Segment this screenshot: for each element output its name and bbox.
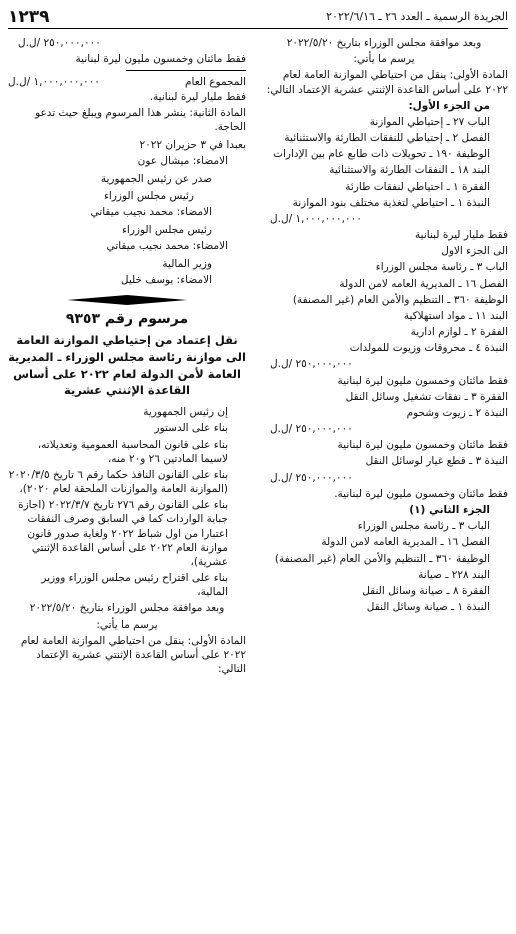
text-line: بناء على الدستور [154,422,228,435]
amount: ٢٥٠,٠٠٠,٠٠٠ /ل.ل [270,423,353,436]
text-line: الوظيفة ٣٦٠ ـ التنظيم والأمن العام (غير المصنفة) [292,293,508,306]
text-line: بناء على القانون النافذ حكما رقم ٦ تاريخ ٢٠٢٠/٣/٥ (الموازنة العامة والموازنات الملحقة لعام ٢٠٢٠)، [8,468,228,496]
total-words: فقط مليار ليرة لبنانية. [149,90,246,103]
section-separator-icon [67,294,187,306]
divider [126,70,246,71]
text-line: البند ٢٢٨ ـ صيانة [418,568,490,581]
text-line: فقط مائتان وخمسون مليون ليرة لبنانية [337,374,508,387]
section-heading: الجزء الثاني (١) [409,503,490,516]
signature: الامضاء: محمد نجيب ميقاتي [90,205,212,218]
text-line: النبذة ١ ـ احتياطي لتغذية مختلف بنود الموازنة [292,196,490,209]
amount: ١,٠٠٠,٠٠٠,٠٠٠ /ل.ل [270,212,362,225]
text-line: النبذة ٤ ـ محروقات وزيوت للمولدات [349,342,508,355]
text-line: فقط مائتان وخمسون مليون ليرة لبنانية. [334,487,508,500]
signature: رئيس مجلس الوزراء [103,189,194,202]
text-line: الفصل ١٦ ـ المديرية العامه لامن الدولة [339,277,508,290]
text-line: النبذة ١ ـ صيانة وسائل النقل [366,601,490,614]
text-line: البند ١٨ ـ النفقات الطارئة والاستثنائية [329,164,490,177]
text-line: الفصل ٢ ـ إحتياطي للنفقات الطارئة والاستثنائية [284,132,490,145]
text-line: الباب ٣ ـ رئاسة مجلس الوزراء [375,261,508,274]
text-line: الباب ٣ ـ رئاسة مجلس الوزراء [357,520,490,533]
text-line: الفقرة ٨ ـ صيانة وسائل النقل [362,584,490,597]
text-line: المادة الأولى: ينقل من احتياطي الموازنة العامة لعام ٢٠٢٢ على أساس القاعدة الإثنتي عشرية الإعتماد التالي: [266,69,508,96]
text-line: الفقرة ٢ ـ لوازم ادارية [410,326,508,339]
text-line: الباب ٢٧ ـ إحتياطي الموازنة [369,115,490,128]
text-line: الى الجزء الاول [441,245,508,258]
decree-date: بعبدا في ٣ حزيران ٢٠٢٢ [139,139,246,152]
text-line: فقط مائتان وخمسون مليون ليرة لبنانية [337,439,508,452]
article-two: المادة الثانية: ينشر هذا المرسوم ويبلغ حيث تدعو الحاجة. [35,106,246,133]
text-line: الوظيفة ١٩٠ ـ تحويلات ذات طابع عام بين الإدارات [273,148,490,161]
text-line: وبعد موافقة مجلس الوزراء بتاريخ ٢٠٢٢/٥/٢٠ [29,602,225,615]
left-column [8,36,246,678]
text-line: بناء على قانون المحاسبة العمومية وتعديلاته، لاسيما المادتين ٢٦ و٢٠ منه، [37,438,228,465]
text-line: بناء على اقتراح رئيس مجلس الوزراء ووزير المالية، [41,572,228,599]
text-line: وبعد موافقة مجلس الوزراء بتاريخ ٢٠٢٢/٥/٢٠ [286,37,482,49]
text-line: من الجزء الأول: [408,99,490,112]
text-line: الفصل ١٦ ـ المديرية العامه لامن الدولة [321,536,490,549]
signature: رئيس مجلس الوزراء [121,223,212,236]
amount: ٢٥٠,٠٠٠,٠٠٠ /ل.ل [270,471,353,484]
text-line: النبذة ٣ ـ قطع غيار لوسائل النقل [365,455,508,468]
decree-title: نقل إعتماد من إحتياطي الموازنة العامة الى موازنة رئاسة مجلس الوزراء ـ المديرية العامة لأمن الدولة لعام ٢٠٢٢ على أساس القاعدة الإثنتي عشرية [8,333,246,398]
journal-title: الجريدة الرسمية ـ العدد ٢٦ ـ ٢٠٢٢/٦/١٦ [326,10,508,23]
total-value: ١,٠٠٠,٠٠٠,٠٠٠ /ل.ل [8,76,100,89]
total-row [8,75,246,89]
signature: الامضاء: يوسف خليل [120,274,212,287]
right-column [260,36,508,616]
decree-number: مرسوم رقم ٩٣٥٣ [65,310,189,327]
amount-words: فقط مائتان وخمسون مليون ليرة لبنانية [75,53,246,66]
text-line: الوظيفة ٣٦٠ ـ التنظيم والأمن العام (غير المصنفة) [274,552,490,565]
text-line: المادة الأولى: ينقل من احتياطي الموازنة العامة لعام ٢٠٢٢ على أساس القاعدة الإثنتي عشرية الإعتماد التالي: [20,634,246,676]
text-line: فقط مليار ليرة لبنانية [415,229,508,242]
text-line: يرسم ما يأتي: [353,53,415,66]
text-line: إن رئيس الجمهورية [143,406,228,419]
text-line: بناء على القانون رقم ٢٧٦ تاريخ ٢٠٢٢/٣/٧ (اجازة جباية الواردات كما في السابق وصرف النفقات اعتبارا من اول شباط ٢٠٢٢ ولغاية صدور قانون موازنة العام ٢٠٢٢ على أساس القاعدة الإثنتي عشرية)، [18,499,228,568]
signature: الامضاء: محمد نجيب ميقاتي [106,240,228,253]
signature: وزير المالية [162,258,212,271]
signature: صدر عن رئيس الجمهورية [100,173,212,186]
page-number: ١٢٣٩ [8,7,50,27]
text-line: الفقرة ٣ ـ نفقات تشغيل وسائل النقل [345,390,508,403]
text-line: البند ١١ ـ مواد استهلاكية [403,309,508,322]
page-header [8,8,508,29]
signature: الامضاء: ميشال عون [137,155,228,168]
text-line: النبذة ٢ ـ زيوت وشحوم [406,406,508,419]
text-line: يرسم ما يأتي: [96,618,158,631]
amount: ٢٥٠,٠٠٠,٠٠٠ /ل.ل [18,37,101,49]
text-line: الفقرة ١ ـ احتياطي لنفقات طارئة [345,180,490,193]
amount: ٢٥٠,٠٠٠,٠٠٠ /ل.ل [270,358,353,371]
total-label: المجموع العام [185,76,246,89]
